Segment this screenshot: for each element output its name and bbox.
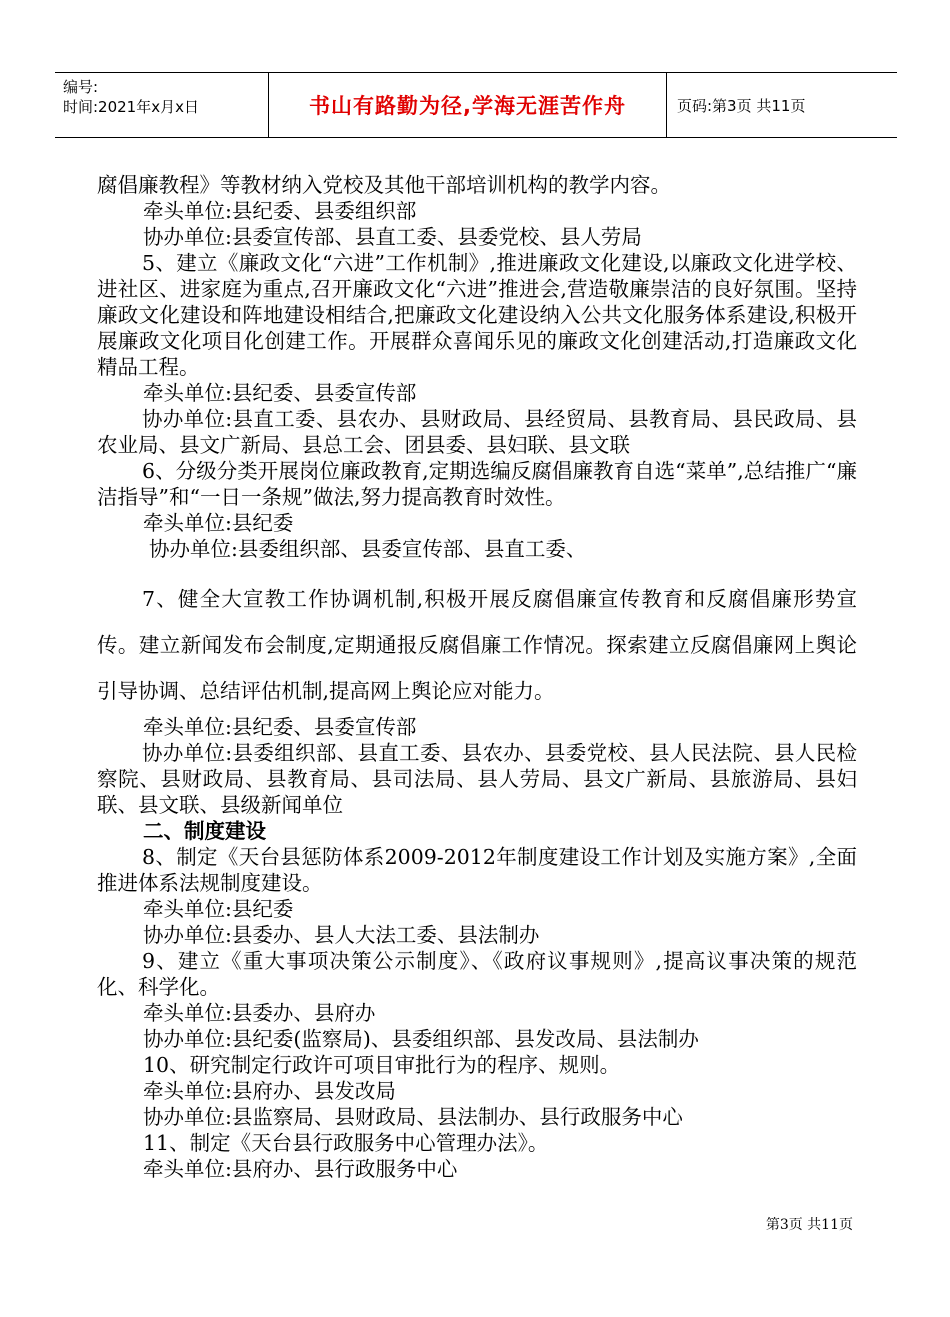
lead-unit: 牵头单位:县纪委、县委宣传部 [143,381,417,405]
page-number-label: 页码:第3页 共11页 [677,96,806,115]
assist-unit: 协办单位:县委宣传部、县直工委、县委党校、县人劳局 [143,225,642,249]
paragraph: 10、研究制定行政许可项目审批行为的程序、规则。 [143,1053,621,1077]
assist-unit: 协办单位:县委办、县人大法工委、县法制办 [143,923,540,947]
paragraph: 7、健全大宣教工作协调机制,积极开展反腐倡廉宣传教育和反腐倡廉形势宣传。建立新闻发布会制度,定期通报反腐倡廉工作情况。探索建立反腐倡廉网上舆论引导协调、总结评估机制,提高网上舆论应对能力。 [97,587,857,703]
paragraph: 6、分级分类开展岗位廉政教育,定期选编反腐倡廉教育自选“菜单”,总结推广“廉洁指导”和“一日一条规”做法,努力提高教育时效性。 [97,459,857,509]
paragraph: 9、建立《重大事项决策公示制度》、《政府议事规则》,提高议事决策的规范化、科学化。 [97,949,857,999]
lead-unit: 牵头单位:县府办、县行政服务中心 [143,1157,458,1181]
lead-unit: 牵头单位:县委办、县府办 [143,1001,376,1025]
code-label: 编号: [63,78,99,96]
lead-unit: 牵头单位:县纪委、县委宣传部 [143,715,417,739]
paragraph: 腐倡廉教程》等教材纳入党校及其他干部培训机构的教学内容。 [97,173,671,197]
lead-unit: 牵头单位:县纪委 [143,897,294,921]
paragraph: 8、制定《天台县惩防体系2009-2012年制度建设工作计划及实施方案》,全面推进体系法规制度建设。 [97,845,857,895]
assist-unit: 协办单位:县监察局、县财政局、县法制办、县行政服务中心 [143,1105,683,1129]
assist-unit: 协办单位:县委组织部、县委宣传部、县直工委、 [149,537,587,561]
paragraph: 11、制定《天台县行政服务中心管理办法》。 [143,1131,549,1155]
lead-unit: 牵头单位:县纪委、县委组织部 [143,199,417,223]
page-footer: 第3页 共11页 [765,1217,853,1233]
header-left-cell [55,73,269,137]
assist-unit: 协办单位:县纪委(监察局)、县委组织部、县发改局、县法制办 [143,1027,699,1051]
section-heading: 二、制度建设 [143,819,266,843]
paragraph: 5、建立《廉政文化“六进”工作机制》,推进廉政文化建设,以廉政文化进学校、进社区、进家庭为重点,召开廉政文化“六进”推进会,营造敬廉崇洁的良好氛围。坚持廉政文化建设和阵地建设相结合,把廉政文化建设纳入公共文化服务体系建设,积极开展廉政文化项目化创建工作。开展群众喜闻乐见的廉政文化创建活动,打造廉政文化精品工程。 [97,251,857,379]
motto-text: 书山有路勤为径,学海无涯苦作舟 [269,73,667,137]
assist-unit: 协办单位:县委组织部、县直工委、县农办、县委党校、县人民法院、县人民检察院、县财政局、县教育局、县司法局、县人劳局、县文广新局、县旅游局、县妇联、县文联、县级新闻单位 [97,741,857,817]
document-body [97,172,857,1182]
time-label: 时间:2021年x月x日 [63,98,199,116]
lead-unit: 牵头单位:县纪委 [143,511,294,535]
assist-unit: 协办单位:县直工委、县农办、县财政局、县经贸局、县教育局、县民政局、县农业局、县文广新局、县总工会、团县委、县妇联、县文联 [97,407,857,457]
page-header [55,72,897,138]
lead-unit: 牵头单位:县府办、县发改局 [143,1079,396,1103]
